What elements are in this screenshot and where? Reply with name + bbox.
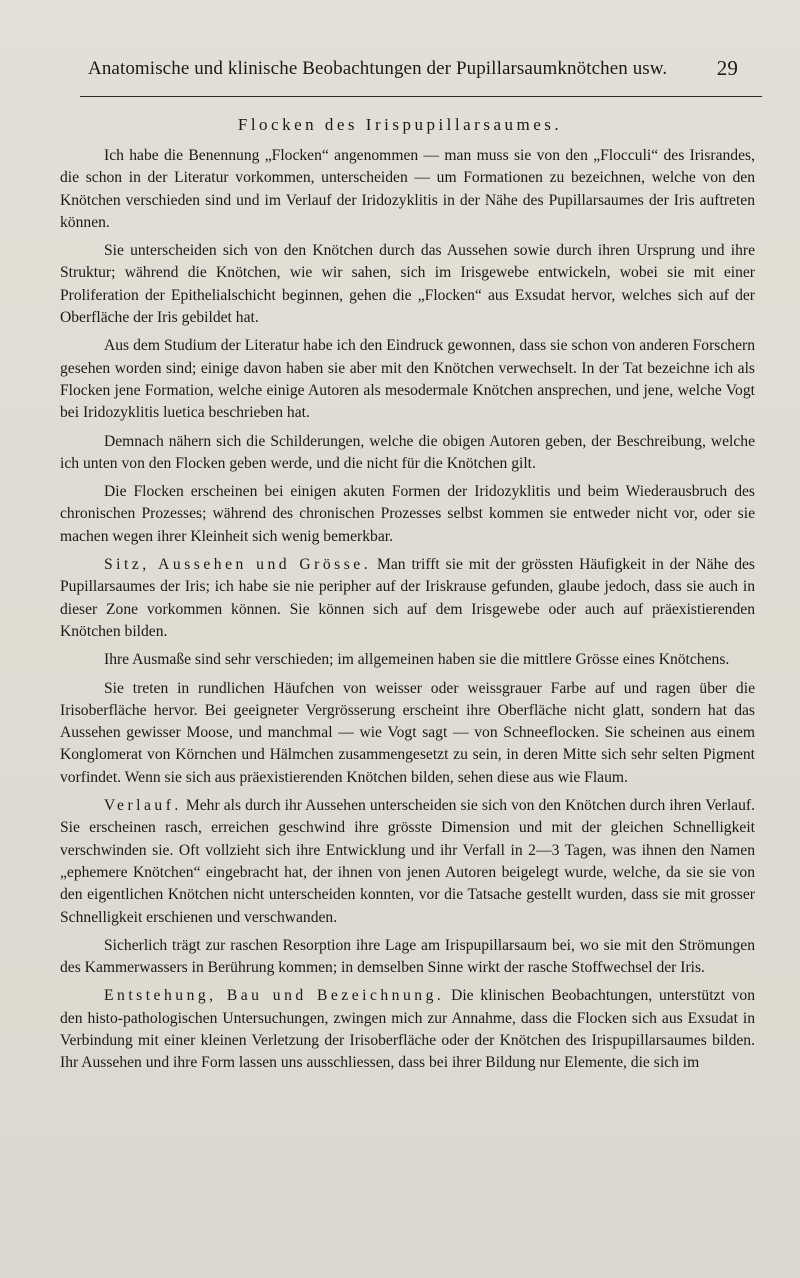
body-text	[60, 145, 755, 1081]
header-rule	[80, 96, 762, 97]
paragraph: Demnach nähern sich die Schilderungen, welche die obigen Autoren geben, der Beschreibung, welche ich unten von den Flocken geben werde, und die nicht für die Knötchen gilt.	[60, 432, 755, 472]
paragraph: Die Flocken erscheinen bei einigen akuten Formen der Iridozyklitis und beim Wiederausbruch des chronischen Prozesses; während des chronischen Prozesses selbst kommen sie entweder nicht vor, oder sie machen wegen ihrer Kleinheit sich wenig bemerkbar.	[60, 483, 755, 545]
paragraph: Sie unterscheiden sich von den Knötchen durch das Aussehen sowie durch ihren Ursprung und ihre Struktur; während die Knötchen, wie wir sahen, sich im Irisgewebe entwickeln, wobei sie mit einer Proliferation der Epithelialschicht beginnen, gehen die „Flocken“ aus Exsudat hervor, welches sich auf der Oberfläche der Iris gebildet hat.	[60, 242, 755, 327]
paragraph: Ich habe die Benennung „Flocken“ angenommen — man muss sie von den „Flocculi“ des Irisrandes, die schon in der Literatur vorkommen, unterscheiden — um Formationen zu bezeichnen, welche von den Knötchen verschieden sind und im Verlauf der Iridozyklitis in der Nähe des Pupillarsaumes der Iris auftreten können.	[60, 147, 755, 231]
run-in-heading: Sitz, Aussehen und Grösse.	[104, 556, 372, 574]
run-in-heading: Verlauf.	[104, 797, 182, 815]
paragraph: Sitz, Aussehen und Grösse. Man trifft sie mit der grössten Häufigkeit in der Nähe des Pupillarsaumes der Iris; ich habe sie nie peripher auf der Iriskrause gefunden, glaube jedoch, dass sie auch in dieser Zone vorkommen können. Sie können sich auf dem Irisgewebe oder auch auf präexistierenden Knötchen bilden.	[60, 556, 755, 640]
running-header	[88, 58, 738, 80]
section-title: Flocken des Irispupillarsaumes.	[237, 115, 563, 134]
paragraph: Aus dem Studium der Literatur habe ich den Eindruck gewonnen, dass sie schon von anderen Forschern gesehen worden sind; einige davon haben sie aber mit den Knötchen verwechselt. In der Tat bezeichne ich als Flocken jene Formation, welche einige Autoren als mesodermale Knötchen ansprechen, und jene, welche Vogt bei Iridozyklitis luetica beschrieben hat.	[60, 337, 755, 422]
paragraph: Verlauf. Mehr als durch ihr Aussehen unterscheiden sie sich von den Knötchen durch ihren Verlauf. Sie erscheinen rasch, erreichen geschwind ihre grösste Dimension und mit der gleichen Schnelligkeit verschwinden sie. Oft vollzieht sich ihre Entwicklung und ihr Verfall in 2—3 Tagen, was ihnen den Namen „ephemere Knötchen“ eingebracht hat, der ihnen von jenen Autoren beigelegt wurde, welche, da sie sie von den eigentlichen Knötchen nicht unterscheiden konnten, vor die Tatsache gestellt wurden, dass sie mit grosser Schnelligkeit erschienen und verschwanden.	[60, 797, 755, 926]
page-number: 29	[716, 56, 738, 80]
paragraph: Ihre Ausmaße sind sehr verschieden; im allgemeinen haben sie die mittlere Grösse eines Knötchens.	[104, 651, 730, 669]
run-in-heading: Entstehung, Bau und Bezeichnung.	[104, 987, 445, 1005]
running-title: Anatomische und klinische Beobachtungen der Pupillarsaumknötchen usw.	[88, 58, 668, 79]
paragraph: Sicherlich trägt zur raschen Resorption ihre Lage am Irispupillarsaum bei, wo sie mit den Strömungen des Kammerwassers in Berührung kommen; in demselben Sinne wirkt der rasche Stoffwechsel der Iris.	[60, 936, 755, 977]
paragraph: Entstehung, Bau und Bezeichnung. Die klinischen Beobachtungen, unterstützt von den histo-pathologischen Untersuchungen, zwingen mich zur Annahme, dass die Flocken sich aus Exsudat in Verbindung mit einer kleinen Verletzung der Irisoberfläche oder der Knötchen des Irispupillarsaumes bilden. Ihr Aussehen und ihre Form lassen uns ausschliessen, dass bei ihrer Bildung nur Elemente, die sich im	[60, 987, 755, 1072]
paragraph: Sie treten in rundlichen Häufchen von weisser oder weissgrauer Farbe auf und ragen über die Irisoberfläche hervor. Bei geeigneter Vergrösserung erscheint ihre Oberfläche nicht glatt, sondern hat das Aussehen gewisser Moose, und manchmal — wie Vogt sagt — von Schneeflocken. Sie scheinen aus einem Konglomerat von Körnchen und Hälmchen zusammengesetzt zu sein, in deren Mitte sich sehr selten Pigment vorfindet. Wenn sie sich aus präexistierenden Knötchen bilden, sehen diese aus wie Flaum.	[60, 679, 755, 786]
